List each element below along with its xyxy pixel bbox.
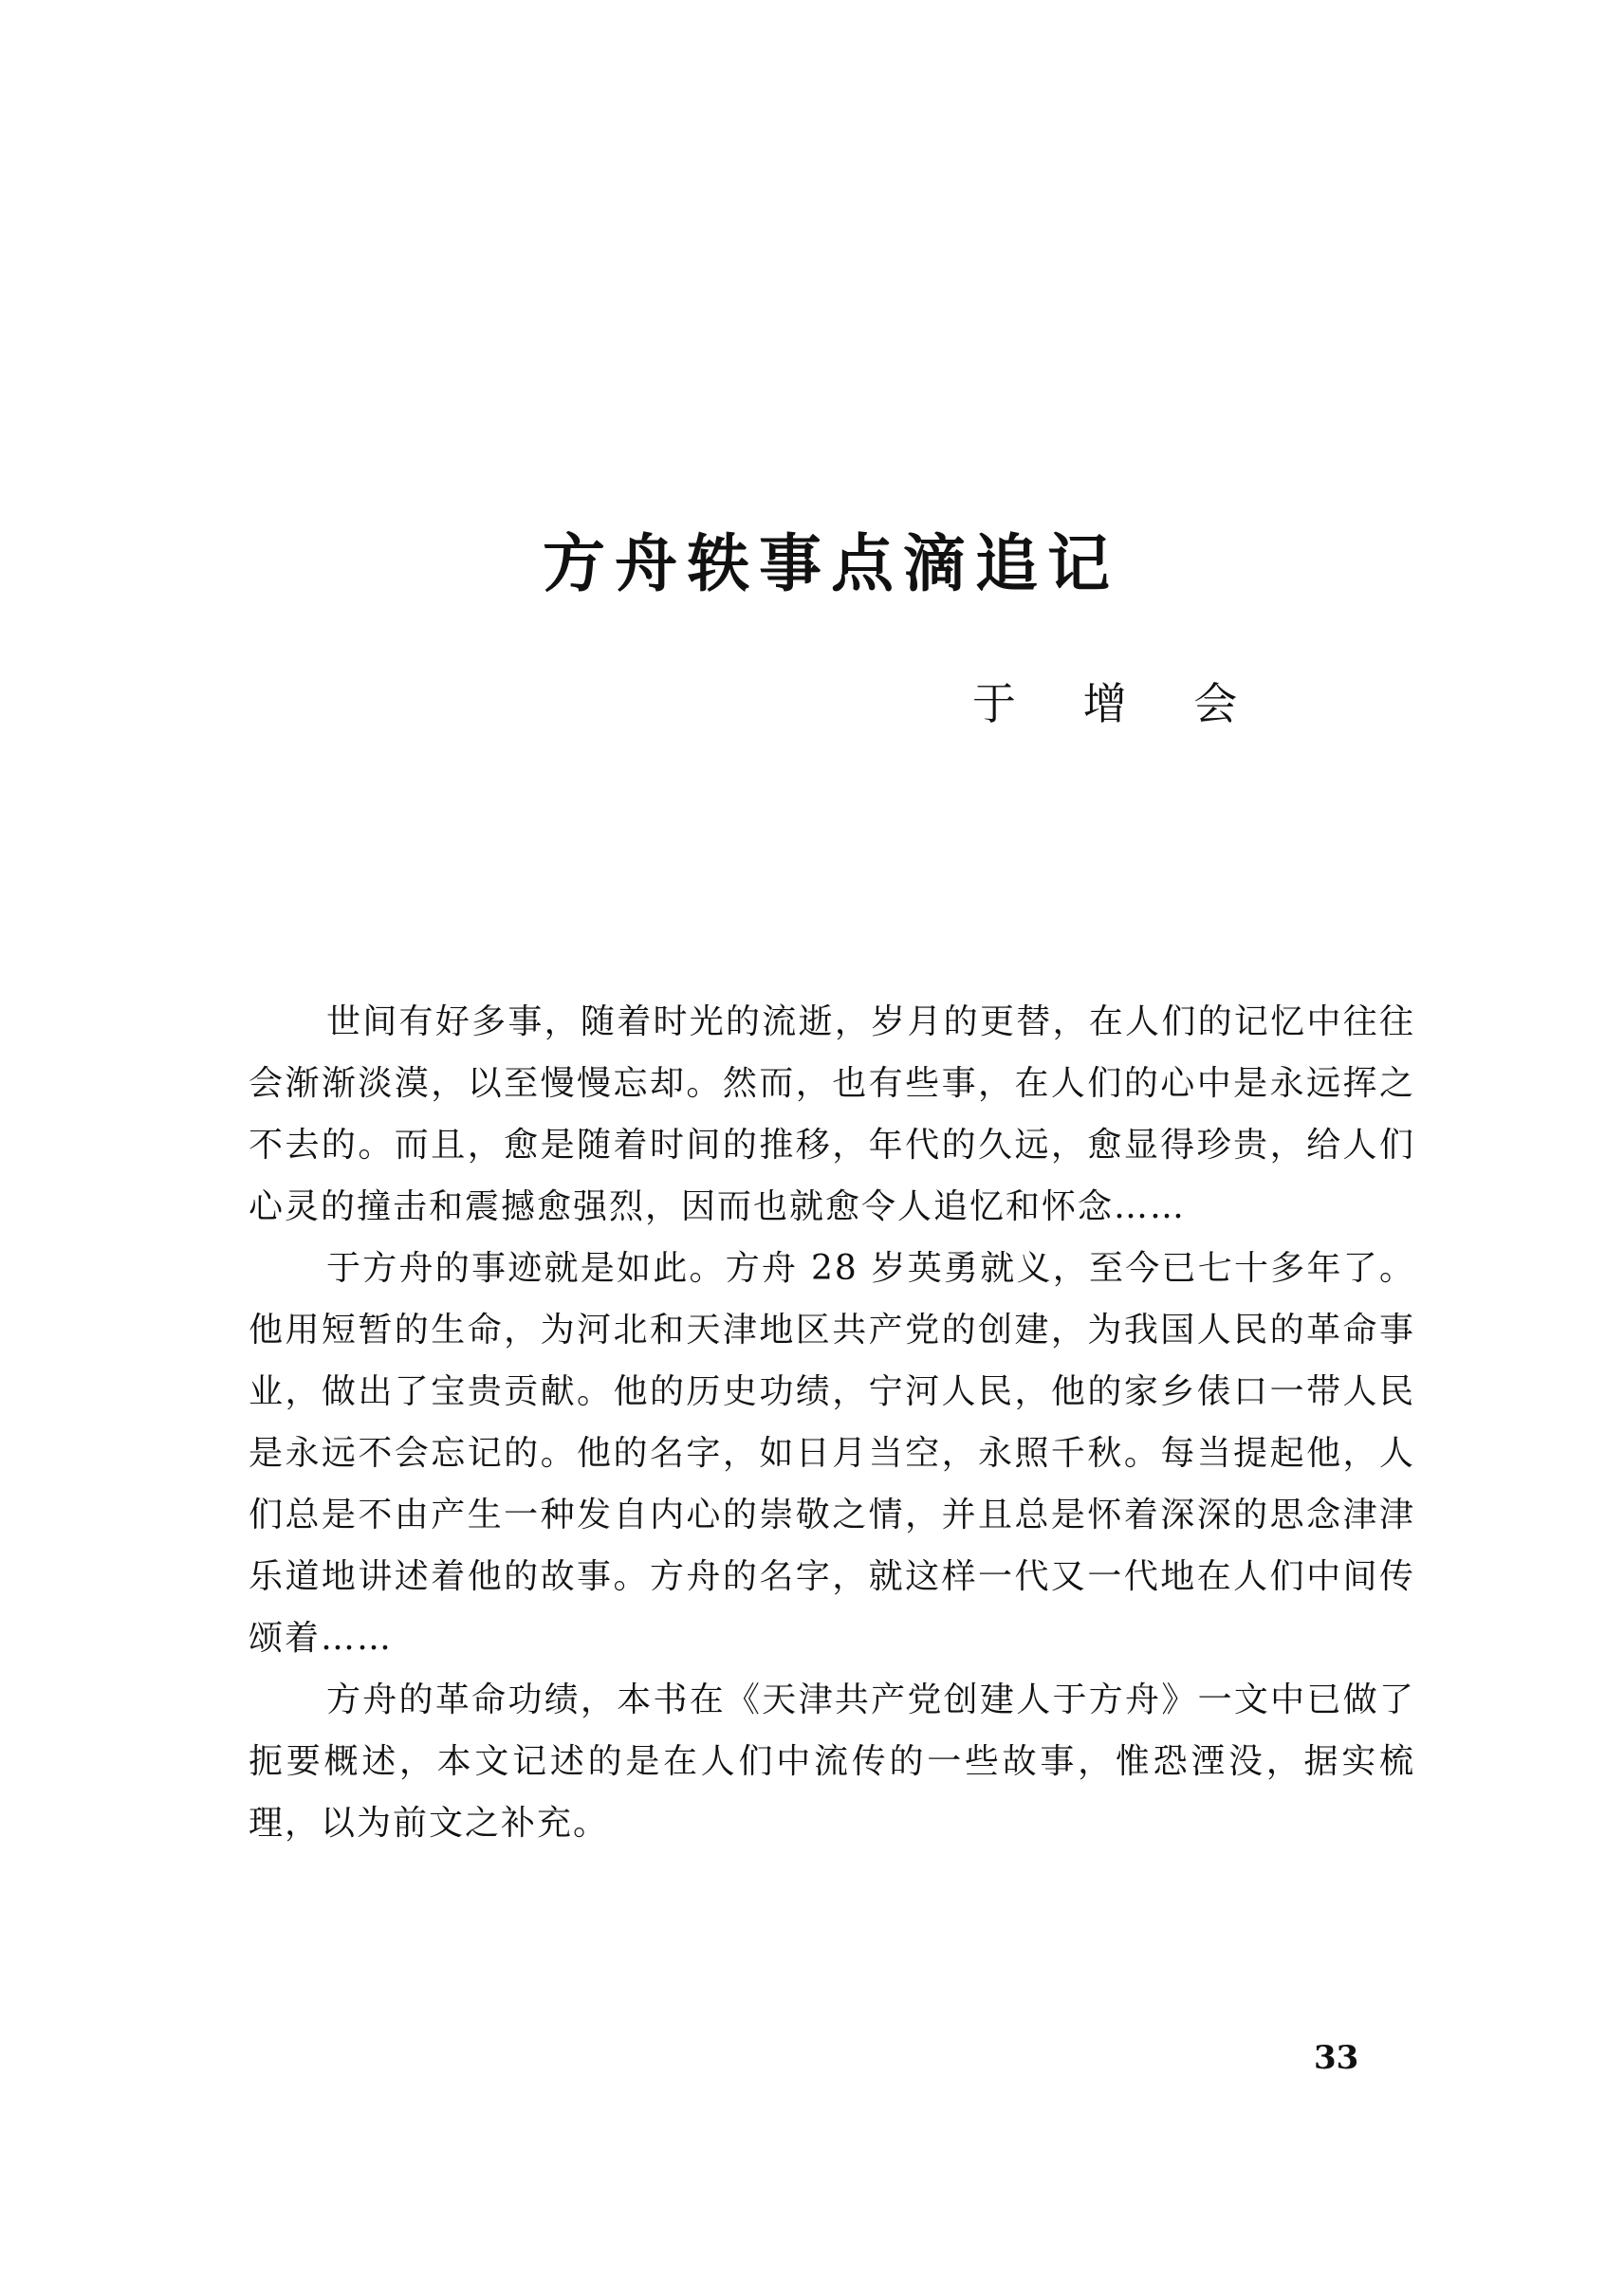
article-body xyxy=(249,991,1415,1854)
article-title: 方舟轶事点滴追记 xyxy=(543,526,1119,601)
article-author: 于 增 会 xyxy=(972,678,1264,729)
paragraph: 世间有好多事，随着时光的流逝，岁月的更替，在人们的记忆中往往会渐渐淡漠，以至慢慢忘却。然而，也有些事，在人们的心中是永远挥之不去的。而且，愈是随着时间的推移，年代的久远，愈显得珍贵，给人们心灵的撞击和震撼愈强烈，因而也就愈令人追忆和怀念…… xyxy=(249,1002,1415,1226)
page-number: 33 xyxy=(1314,2039,1359,2077)
paragraph: 于方舟的事迹就是如此。方舟 28 岁英勇就义，至今已七十多年了。他用短暂的生命，为河北和天津地区共产党的创建，为我国人民的革命事业，做出了宝贵贡献。他的历史功绩，宁河人民，他的家乡俵口一带人民是永远不会忘记的。他的名字，如日月当空，永照千秋。每当提起他，人们总是不由产生一种发自内心的崇敬之情，并且总是怀着深深的思念津津乐道地讲述着他的故事。方舟的名字，就这样一代又一代地在人们中间传颂着…… xyxy=(249,1249,1415,1658)
paragraph: 方舟的革命功绩，本书在《天津共产党创建人于方舟》一文中已做了扼要概述，本文记述的是在人们中流传的一些故事，惟恐湮没，据实梳理，以为前文之补充。 xyxy=(249,1681,1415,1843)
